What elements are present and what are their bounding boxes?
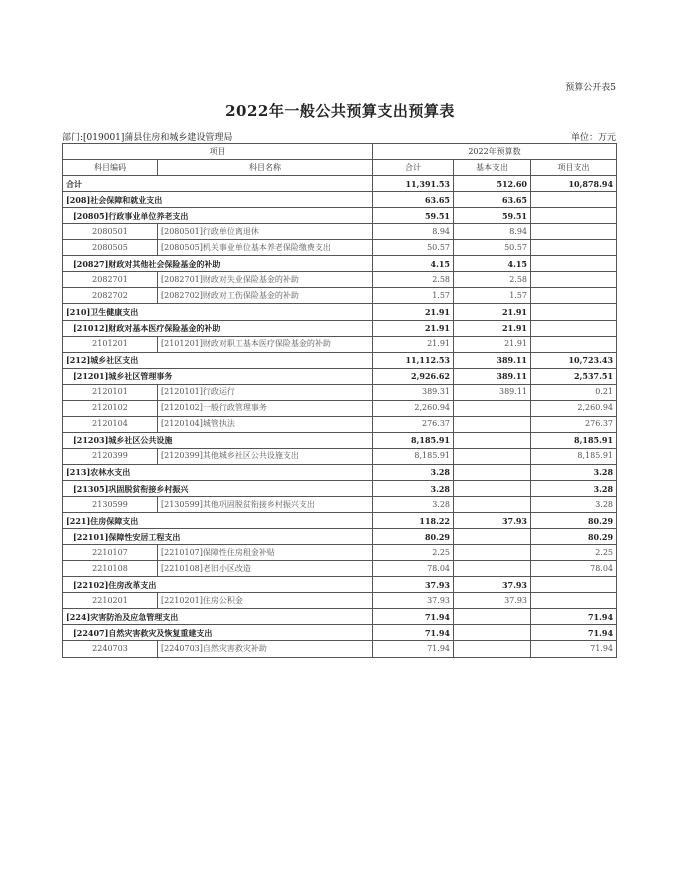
cell-total: 8,185.91 — [373, 432, 454, 448]
cell-name: [2080505]机关事业单位基本养老保险缴费支出 — [158, 240, 373, 256]
cell-name: [2120102]一般行政管理事务 — [158, 400, 373, 416]
cell-project: 80.29 — [531, 513, 617, 529]
table-row — [63, 577, 617, 593]
table-row — [63, 464, 617, 480]
table-row — [63, 192, 617, 208]
cell-name: 合计 — [63, 176, 373, 192]
cell-name: [21305]巩固脱贫衔接乡村振兴 — [63, 480, 373, 496]
cell-code: 2210107 — [63, 545, 158, 561]
cell-project: 10,723.43 — [531, 352, 617, 368]
cell-name: [22102]住房改革支出 — [63, 577, 373, 593]
cell-basic: 389.11 — [454, 368, 531, 384]
table-row — [63, 416, 617, 432]
cell-total: 389.31 — [373, 384, 454, 400]
cell-project — [531, 208, 617, 224]
cell-project: 8,185.91 — [531, 432, 617, 448]
unit-label: 单位：万元 — [570, 133, 616, 143]
table-row — [63, 256, 617, 272]
cell-name: [2082701]财政对失业保险基金的补助 — [158, 272, 373, 288]
budget-table — [62, 143, 617, 658]
cell-basic — [454, 400, 531, 416]
cell-total: 21.91 — [373, 320, 454, 336]
cell-total: 37.93 — [373, 577, 454, 593]
cell-basic — [454, 432, 531, 448]
department-label: 部门:[019001]蒲县住房和城乡建设管理局 — [62, 133, 233, 143]
cell-basic: 512.60 — [454, 176, 531, 192]
cell-name: [21203]城乡社区公共设施 — [63, 432, 373, 448]
cell-project — [531, 320, 617, 336]
table-row — [63, 288, 617, 304]
table-row — [63, 448, 617, 464]
cell-total: 11,391.53 — [373, 176, 454, 192]
cell-project: 3.28 — [531, 480, 617, 496]
cell-code: 2210201 — [63, 593, 158, 609]
cell-code: 2082702 — [63, 288, 158, 304]
cell-name: [2120104]城管执法 — [158, 416, 373, 432]
cell-basic — [454, 641, 531, 657]
cell-total: 2.58 — [373, 272, 454, 288]
cell-name: [2240703]自然灾害救灾补助 — [158, 641, 373, 657]
table-row — [63, 497, 617, 513]
cell-total: 3.28 — [373, 464, 454, 480]
table-row — [63, 432, 617, 448]
cell-basic — [454, 625, 531, 641]
cell-basic — [454, 480, 531, 496]
cell-project: 2,537.51 — [531, 368, 617, 384]
cell-project — [531, 224, 617, 240]
table-row — [63, 625, 617, 641]
cell-code: 2120101 — [63, 384, 158, 400]
table-row — [63, 320, 617, 336]
cell-name: [21201]城乡社区管理事务 — [63, 368, 373, 384]
cell-name: [2130599]其他巩固脱贫衔接乡村振兴支出 — [158, 497, 373, 513]
cell-name: [224]灾害防治及应急管理支出 — [63, 609, 373, 625]
cell-basic: 37.93 — [454, 513, 531, 529]
table-row — [63, 513, 617, 529]
cell-total: 50.57 — [373, 240, 454, 256]
table-number-label: 预算公开表5 — [565, 83, 616, 93]
table-row — [63, 593, 617, 609]
cell-project: 2.25 — [531, 545, 617, 561]
cell-code: 2120399 — [63, 448, 158, 464]
page-title: 2022年一般公共预算支出预算表 — [225, 102, 455, 120]
cell-project — [531, 192, 617, 208]
cell-project — [531, 272, 617, 288]
cell-project: 10,878.94 — [531, 176, 617, 192]
cell-total: 8.94 — [373, 224, 454, 240]
cell-total: 63.65 — [373, 192, 454, 208]
cell-total: 78.04 — [373, 561, 454, 577]
cell-project: 8,185.91 — [531, 448, 617, 464]
cell-basic: 21.91 — [454, 304, 531, 320]
cell-name: [213]农林水支出 — [63, 464, 373, 480]
cell-basic — [454, 497, 531, 513]
header-row-2 — [63, 160, 617, 176]
cell-code: 2082701 — [63, 272, 158, 288]
cell-name: [221]住房保障支出 — [63, 513, 373, 529]
cell-total: 2.25 — [373, 545, 454, 561]
cell-total: 4.15 — [373, 256, 454, 272]
cell-name: [2210108]老旧小区改造 — [158, 561, 373, 577]
cell-basic: 21.91 — [454, 320, 531, 336]
cell-project: 71.94 — [531, 641, 617, 657]
cell-code: 2120102 — [63, 400, 158, 416]
cell-name: [2082702]财政对工伤保险基金的补助 — [158, 288, 373, 304]
cell-name: [2120101]行政运行 — [158, 384, 373, 400]
cell-project: 3.28 — [531, 497, 617, 513]
cell-total: 21.91 — [373, 304, 454, 320]
cell-basic — [454, 416, 531, 432]
cell-project — [531, 577, 617, 593]
cell-basic — [454, 609, 531, 625]
header-code: 科目编码 — [63, 160, 158, 176]
cell-project: 0.21 — [531, 384, 617, 400]
cell-basic: 389.11 — [454, 352, 531, 368]
table-row — [63, 240, 617, 256]
table-row — [63, 272, 617, 288]
cell-code: 2120104 — [63, 416, 158, 432]
header-budget: 2022年预算数 — [373, 144, 617, 160]
table-body — [63, 176, 617, 657]
table-row — [63, 529, 617, 545]
cell-code: 2080501 — [63, 224, 158, 240]
header-row-1 — [63, 144, 617, 160]
cell-name: [20827]财政对其他社会保险基金的补助 — [63, 256, 373, 272]
cell-total: 71.94 — [373, 625, 454, 641]
cell-code: 2130599 — [63, 497, 158, 513]
cell-code: 2210108 — [63, 561, 158, 577]
cell-project — [531, 336, 617, 352]
cell-project: 2,260.94 — [531, 400, 617, 416]
cell-basic: 37.93 — [454, 593, 531, 609]
cell-total: 2,260.94 — [373, 400, 454, 416]
cell-name: [2210201]住房公积金 — [158, 593, 373, 609]
cell-project: 276.37 — [531, 416, 617, 432]
table-row — [63, 352, 617, 368]
cell-name: [22101]保障性安居工程支出 — [63, 529, 373, 545]
cell-project: 71.94 — [531, 609, 617, 625]
header-project: 项目支出 — [531, 160, 617, 176]
table-row — [63, 400, 617, 416]
table-row — [63, 176, 617, 192]
cell-basic: 8.94 — [454, 224, 531, 240]
cell-total: 71.94 — [373, 641, 454, 657]
cell-project — [531, 256, 617, 272]
cell-basic — [454, 464, 531, 480]
cell-code: 2101201 — [63, 336, 158, 352]
header-name: 科目名称 — [158, 160, 373, 176]
table-row — [63, 641, 617, 657]
table-row — [63, 336, 617, 352]
cell-code: 2080505 — [63, 240, 158, 256]
table-row — [63, 208, 617, 224]
cell-basic: 4.15 — [454, 256, 531, 272]
cell-total: 276.37 — [373, 416, 454, 432]
cell-total: 1.57 — [373, 288, 454, 304]
cell-name: [210]卫生健康支出 — [63, 304, 373, 320]
table-row — [63, 304, 617, 320]
cell-total: 2,926.62 — [373, 368, 454, 384]
cell-code: 2240703 — [63, 641, 158, 657]
cell-basic: 389.11 — [454, 384, 531, 400]
cell-basic: 1.57 — [454, 288, 531, 304]
table-row — [63, 480, 617, 496]
cell-basic: 63.65 — [454, 192, 531, 208]
cell-name: [2210107]保障性住房租金补贴 — [158, 545, 373, 561]
table-row — [63, 609, 617, 625]
cell-basic — [454, 448, 531, 464]
cell-name: [22407]自然灾害救灾及恢复重建支出 — [63, 625, 373, 641]
cell-total: 11,112.53 — [373, 352, 454, 368]
cell-basic — [454, 545, 531, 561]
cell-total: 8,185.91 — [373, 448, 454, 464]
cell-project: 80.29 — [531, 529, 617, 545]
header-basic: 基本支出 — [454, 160, 531, 176]
cell-project — [531, 288, 617, 304]
cell-project — [531, 593, 617, 609]
table-row — [63, 224, 617, 240]
cell-basic: 2.58 — [454, 272, 531, 288]
table-row — [63, 368, 617, 384]
cell-project: 3.28 — [531, 464, 617, 480]
cell-total: 80.29 — [373, 529, 454, 545]
cell-name: [21012]财政对基本医疗保险基金的补助 — [63, 320, 373, 336]
cell-total: 37.93 — [373, 593, 454, 609]
cell-total: 3.28 — [373, 480, 454, 496]
cell-name: [208]社会保障和就业支出 — [63, 192, 373, 208]
cell-total: 3.28 — [373, 497, 454, 513]
cell-name: [2120399]其他城乡社区公共设施支出 — [158, 448, 373, 464]
cell-basic: 37.93 — [454, 577, 531, 593]
cell-name: [2080501]行政单位离退休 — [158, 224, 373, 240]
table-row — [63, 561, 617, 577]
cell-project: 78.04 — [531, 561, 617, 577]
cell-basic — [454, 561, 531, 577]
table-row — [63, 545, 617, 561]
cell-name: [2101201]财政对职工基本医疗保险基金的补助 — [158, 336, 373, 352]
cell-total: 59.51 — [373, 208, 454, 224]
table-row — [63, 384, 617, 400]
cell-total: 118.22 — [373, 513, 454, 529]
cell-project: 71.94 — [531, 625, 617, 641]
cell-total: 21.91 — [373, 336, 454, 352]
header-total: 合计 — [373, 160, 454, 176]
cell-project — [531, 304, 617, 320]
cell-basic: 59.51 — [454, 208, 531, 224]
cell-name: [212]城乡社区支出 — [63, 352, 373, 368]
header-item: 项目 — [63, 144, 373, 160]
cell-basic — [454, 529, 531, 545]
cell-project — [531, 240, 617, 256]
cell-name: [20805]行政事业单位养老支出 — [63, 208, 373, 224]
cell-basic: 21.91 — [454, 336, 531, 352]
cell-total: 71.94 — [373, 609, 454, 625]
cell-basic: 50.57 — [454, 240, 531, 256]
